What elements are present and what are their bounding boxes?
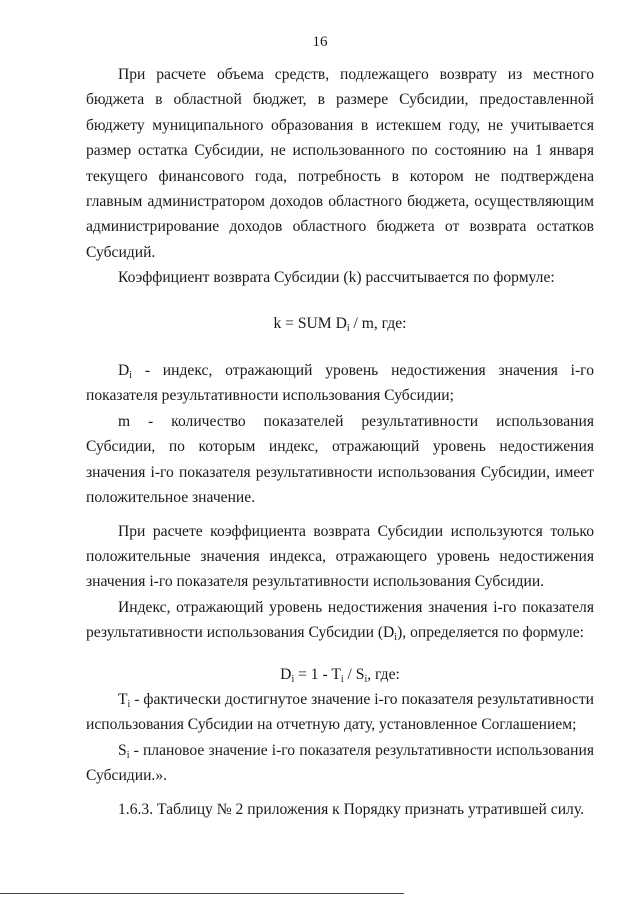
paragraph-subsidy-balance: При расчете объема средств, подлежащего возврату из местного бюджета в областной бюджет, в размере Субсидии, предоставленной бюджету муниципального образования в истекшем году, не учитывается размер остатка Субсидии, не использованного по состоянию на 1 января текущего финансового года, потребность в котором не подтверждена главным администратором доходов областного бюджета, осуществляющим администрирование доходов областного бюджета от возврата остатков Субсидий.: [86, 66, 594, 261]
document-body: [86, 62, 594, 822]
paragraph-coefficient-intro: Коэффициент возврата Субсидии (k) рассчитывается по формуле:: [118, 269, 555, 287]
paragraph-index-intro: Индекс, отражающий уровень недостижения значения i-го показателя результативности использования Субсидии $(D_i)$, определяется по формуле:: [86, 598, 594, 644]
paragraph-positive-values: При расчете коэффициента возврата Субсидии используются только положительные значения индекса, отражающего уровень недостижения значения i-го показателя результативности использования Субсидии.: [86, 522, 594, 591]
paragraph-m-definition: m - количество показателей результативности использования Субсидии, по которым индекс, отражающий уровень недостижения значения i-го показателя результативности использования Субсидии, имеет положительное значение.: [86, 412, 594, 507]
paragraph-ti-definition: $T_i$ - фактически достигнутое значение i-го показателя результативности использования Субсидии на отчетную дату, установленное Соглашением;: [86, 690, 594, 734]
bottom-rule: [0, 893, 404, 894]
formula-di: $D_i = 1 - T_i / S_i$, где:: [280, 665, 400, 685]
page-number: 16: [312, 34, 328, 50]
paragraph-di-definition: $D_i$ - индекс, отражающий уровень недостижения значения i-го показателя результативности использования Субсидии;: [86, 362, 594, 405]
paragraph-si-definition: $S_i$ - плановое значение i-го показателя результативности использования Субсидии.».: [86, 741, 594, 785]
formula-k: k = SUM $D_i$ / m, где:: [273, 314, 407, 334]
paragraph-table-repeal: 1.6.3. Таблицу № 2 приложения к Порядку признать утратившей силу.: [118, 800, 584, 818]
